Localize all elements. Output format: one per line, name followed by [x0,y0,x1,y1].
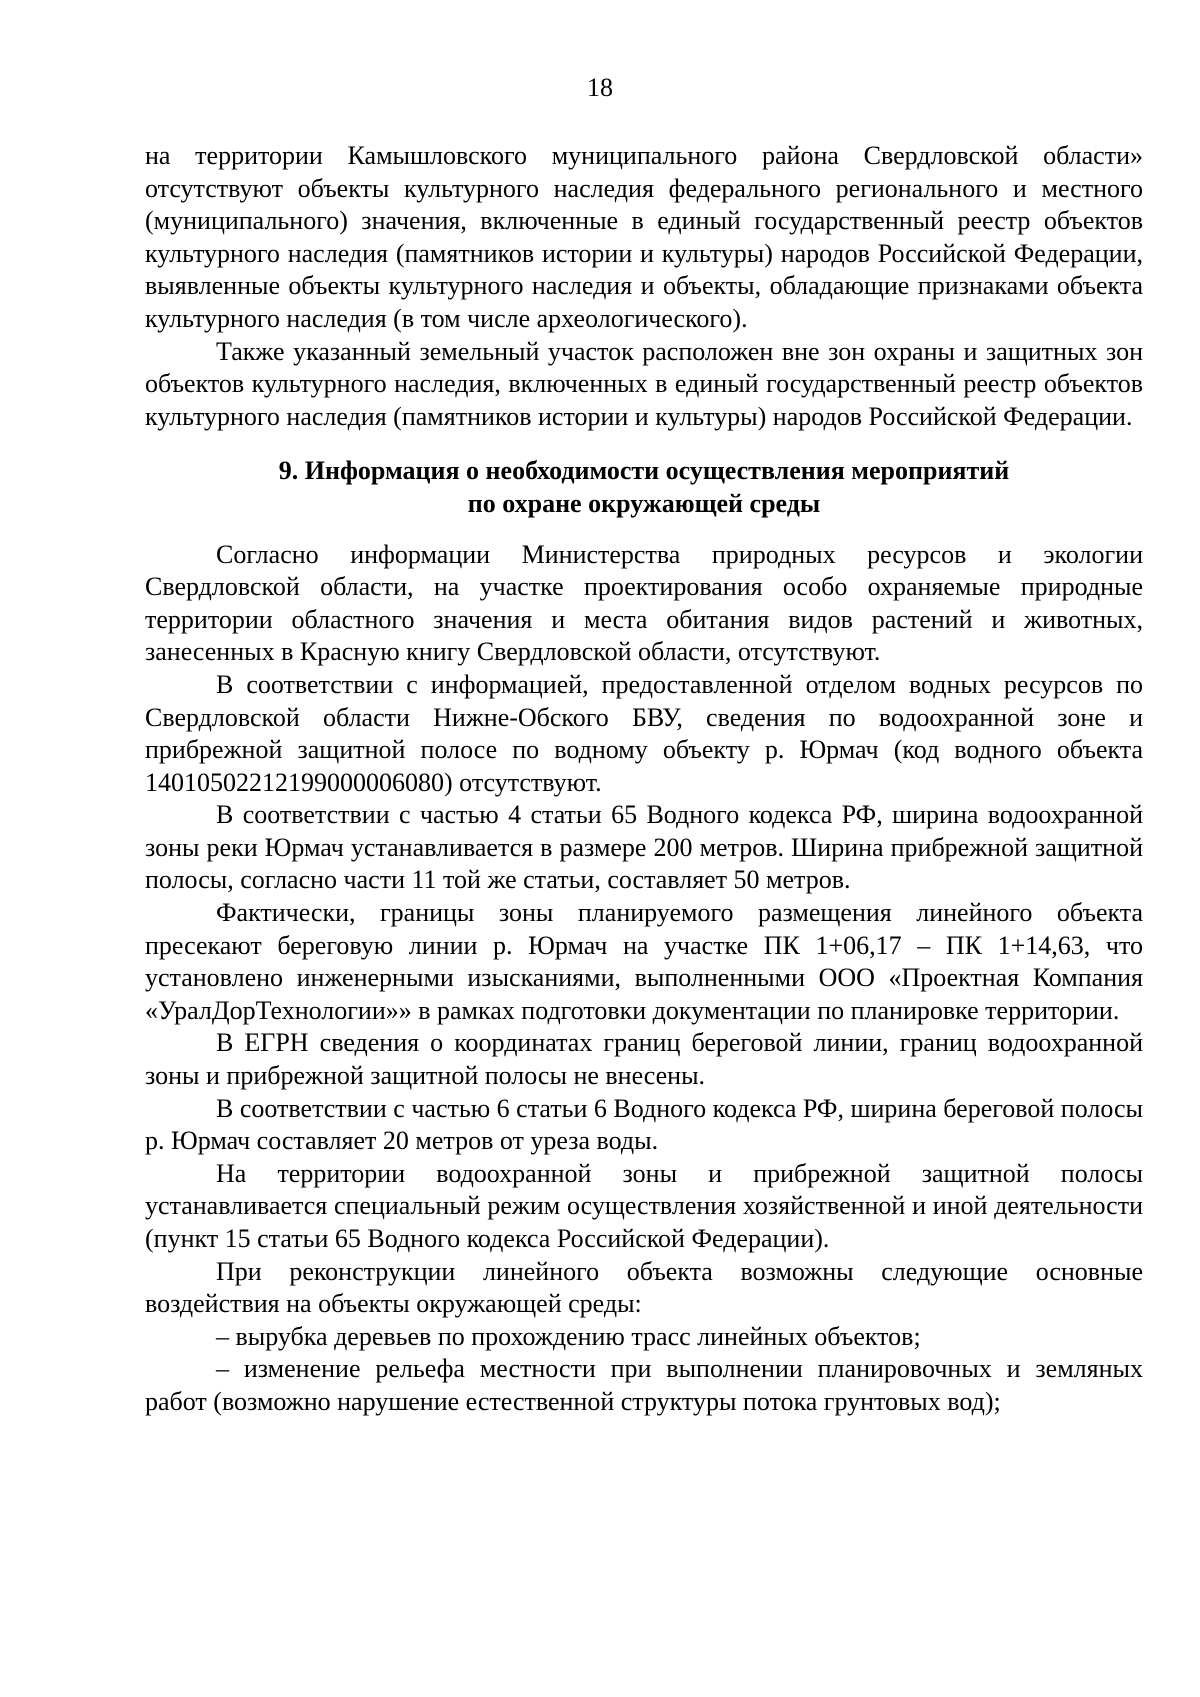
paragraph: Согласно информации Министерства природных ресурсов и экологии Свердловской области, на участке проектирования особо охраняемые природные территории областного значения и места обитания видов растений и животных, занесенных в Красную книгу Свердловской области, отсутствуют. [145,539,1143,667]
section-heading-line: по охране окружающей среды [467,488,821,518]
paragraph: При реконструкции линейного объекта возможны следующие основные воздействия на объекты окружающей среды: [145,1256,1143,1319]
paragraph: На территории водоохранной зоны и прибрежной защитной полосы устанавливается специальный режим осуществления хозяйственной и иной деятельности (пункт 15 статьи 65 Водного кодекса Российской Федерации). [145,1158,1143,1253]
list-item: – вырубка деревьев по прохождению трасс линейных объектов; [216,1321,921,1351]
document-body [145,140,1143,1419]
paragraph: В соответствии с информацией, предоставленной отделом водных ресурсов по Свердловской области Нижне-Обского БВУ, сведения по водоохранной зоне и прибрежной защитной полосе по водному объекту р. Юрмач (код водного объекта 14010502212199000006080) отсутствуют. [145,669,1143,797]
page-number: 18 [587,73,613,102]
section-heading [145,455,1143,520]
paragraph: Фактически, границы зоны планируемого размещения линейного объекта пресекают береговую линии р. Юрмач на участке ПК 1+06,17 – ПК 1+14,63, что установлено инженерными изысканиями, выполненными ООО «Проектная Компания «УралДорТехнологии»» в рамках подготовки документации по планировке территории. [145,898,1143,1025]
paragraph: В соответствии с частью 4 статьи 65 Водного кодекса РФ, ширина водоохранной зоны реки Юрмач устанавливается в размере 200 метров. Ширина прибрежной защитной полосы, согласно части 11 той же статьи, составляет 50 метров. [145,800,1143,895]
paragraph: В соответствии с частью 6 статьи 6 Водного кодекса РФ, ширина береговой полосы р. Юрмач составляет 20 метров от уреза воды. [145,1093,1143,1156]
section-heading-line: 9. Информация о необходимости осуществления мероприятий [278,456,1010,486]
paragraph: Также указанный земельный участок расположен вне зон охраны и защитных зон объектов культурного наследия, включенных в единый государственный реестр объектов культурного наследия (памятников истории и культуры) народов Российской Федерации. [145,336,1143,431]
paragraph: В ЕГРН сведения о координатах границ береговой линии, границ водоохранной зоны и прибрежной защитной полосы не внесены. [145,1028,1143,1091]
list-item: – изменение рельефа местности при выполнении планировочных и земляных работ (возможно нарушение естественной структуры потока грунтовых вод); [145,1354,1143,1416]
section-body [145,539,1143,1419]
paragraph: на территории Камышловского муниципального района Свердловской области» отсутствуют объекты культурного наследия федерального регионального и местного (муниципального) значения, включенные в единый государственный реестр объектов культурного наследия (памятников истории и культуры) народов Российской Федерации, выявленные объекты культурного наследия и объекты, обладающие признаками объекта культурного наследия (в том числе археологического). [145,141,1143,333]
section-continuation [145,140,1143,433]
